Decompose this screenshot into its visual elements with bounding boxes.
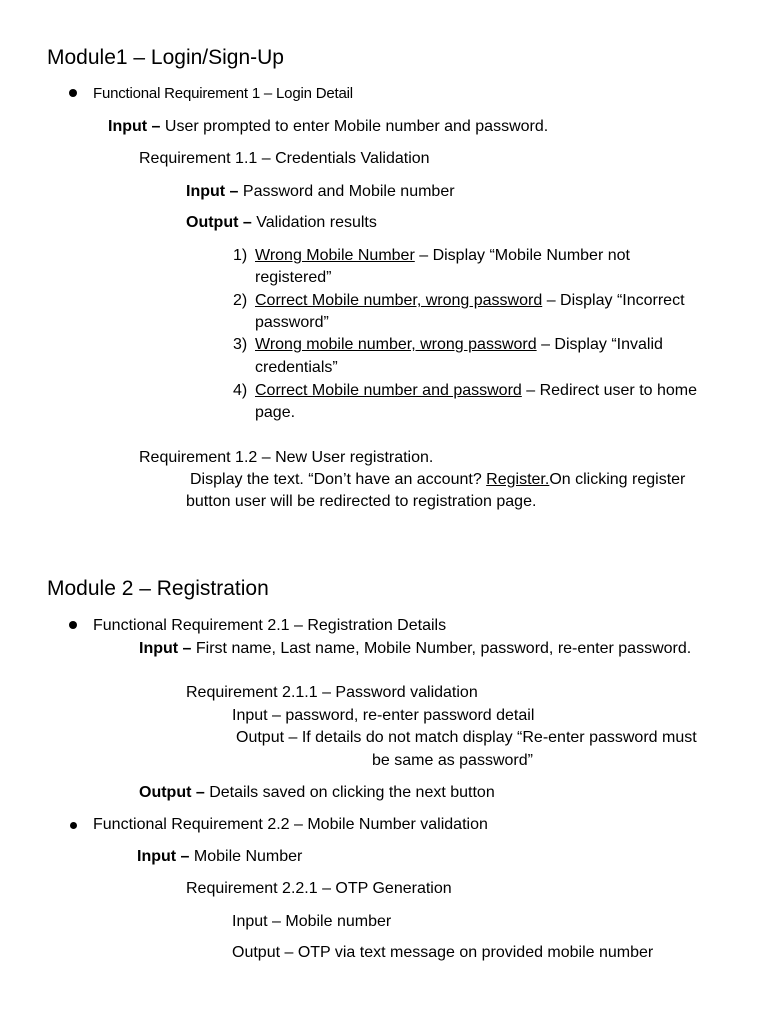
list-item	[255, 381, 697, 401]
input-label: Input –	[108, 118, 161, 135]
list-item	[255, 291, 685, 311]
bullet-icon	[69, 89, 77, 97]
req12-text-after: On clicking register	[549, 471, 686, 488]
module2-heading: Module 2 – Registration	[47, 577, 269, 600]
list-item-result: – Display “Incorrect	[546, 292, 685, 309]
bullet-icon	[70, 822, 77, 829]
input-label: Input –	[137, 848, 190, 865]
fr22-title: Functional Requirement 2.2 – Mobile Number validation	[93, 816, 488, 833]
list-item-result: – Display “Mobile Number not	[419, 247, 630, 264]
input-label: Input –	[186, 183, 239, 200]
req221-output-line: Output – OTP via text message on provided mobile number	[232, 944, 654, 961]
input-label: Input –	[139, 640, 192, 657]
req12-line1	[190, 470, 685, 490]
req11-output-line	[186, 213, 377, 233]
list-item-continuation: registered”	[255, 269, 332, 286]
req211-output-line: Output – If details do not match display “Re-enter password must	[236, 729, 697, 746]
output-text: Details saved on clicking the next button	[209, 784, 495, 801]
list-item-continuation: credentials”	[255, 359, 338, 376]
list-item-result: – Redirect user to home	[526, 382, 697, 399]
list-item-number: 4)	[233, 382, 248, 399]
fr1-input-line	[108, 117, 548, 137]
fr21-title: Functional Requirement 2.1 – Registration Details	[93, 617, 447, 634]
req11-title: Requirement 1.1 – Credentials Validation	[139, 150, 430, 167]
module1-heading: Module1 – Login/Sign-Up	[47, 46, 284, 69]
input-text: User prompted to enter Mobile number and password.	[164, 118, 549, 135]
req221-input-line: Input – Mobile number	[232, 913, 392, 930]
list-item-case: Wrong mobile number, wrong password	[255, 336, 537, 353]
input-text: First name, Last name, Mobile Number, password, re-enter password.	[195, 640, 692, 657]
list-item-continuation: page.	[255, 404, 296, 421]
list-item	[255, 246, 630, 266]
req11-input-line	[186, 182, 455, 202]
input-text: Mobile Number	[193, 848, 303, 865]
output-text: Validation results	[256, 214, 377, 231]
list-item-number: 3)	[233, 336, 248, 353]
input-text: Password and Mobile number	[242, 183, 455, 200]
list-item	[255, 335, 663, 355]
req211-output-continuation: be same as password”	[372, 752, 533, 769]
fr21-input-line	[139, 639, 691, 659]
fr22-input-line	[137, 847, 302, 867]
req12-text: Display the text. “Don’t have an account?	[190, 471, 482, 488]
list-item-result: – Display “Invalid	[541, 336, 663, 353]
req211-input-line: Input – password, re-enter password detail	[232, 707, 535, 724]
list-item-number: 1)	[233, 247, 248, 264]
list-item-case: Correct Mobile number and password	[255, 382, 522, 399]
fr21-output-line	[139, 783, 495, 803]
req221-title: Requirement 2.2.1 – OTP Generation	[186, 880, 452, 897]
output-label: Output –	[186, 214, 252, 231]
req12-line2: button user will be redirected to registration page.	[186, 493, 537, 510]
list-item-continuation: password”	[255, 314, 329, 331]
fr1-title: Functional Requirement 1 – Login Detail	[93, 85, 353, 102]
output-label: Output –	[139, 784, 205, 801]
list-item-number: 2)	[233, 292, 248, 309]
register-link: Register.	[486, 471, 550, 488]
list-item-case: Correct Mobile number, wrong password	[255, 292, 543, 309]
bullet-icon	[69, 621, 77, 629]
req211-title: Requirement 2.1.1 – Password validation	[186, 684, 478, 701]
req12-title: Requirement 1.2 – New User registration.	[139, 449, 434, 466]
list-item-case: Wrong Mobile Number	[255, 247, 415, 264]
